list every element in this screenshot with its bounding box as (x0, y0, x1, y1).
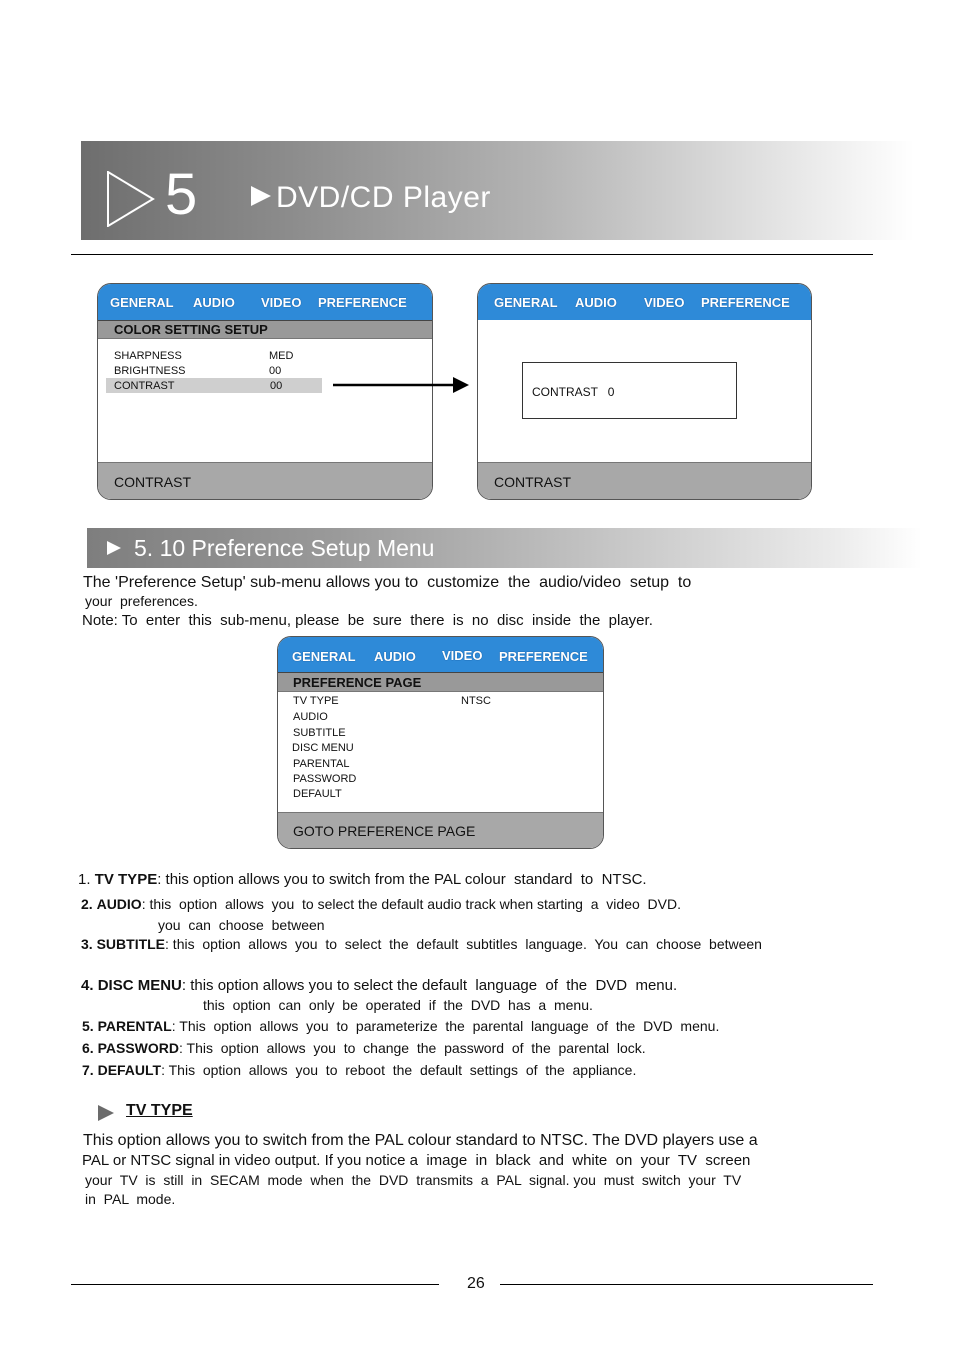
osd-preference-page (277, 636, 604, 849)
item-parental (82, 1018, 719, 1034)
intro-note: Note: To enter this sub-menu, please be sure there is no disc inside the player. (82, 612, 653, 629)
item-number: 3. (81, 936, 93, 952)
tab-general[interactable]: GENERAL (494, 295, 558, 310)
pref-row-parental[interactable]: PARENTAL (293, 758, 350, 770)
item-term: PARENTAL (97, 1018, 172, 1034)
item-term: AUDIO (96, 896, 142, 912)
item-number: 5. (82, 1018, 94, 1034)
pref-row-subtitle[interactable]: SUBTITLE (293, 727, 346, 739)
page-number: 26 (467, 1275, 485, 1292)
osd-contrast (477, 283, 812, 500)
osd-row-value: 00 (269, 365, 282, 377)
osd-row-value: 00 (270, 380, 283, 392)
item-text: : This option allows you to parameterize the parental language of the DVD menu. (171, 1018, 720, 1034)
item-audio (81, 896, 681, 912)
item-number: 1. (78, 871, 91, 888)
osd-footer-text: GOTO PREFERENCE PAGE (293, 823, 476, 839)
item-number: 6. (82, 1040, 94, 1056)
osd-footer (278, 812, 603, 848)
tab-audio[interactable]: AUDIO (193, 295, 235, 310)
tv-type-triangle-icon (97, 1104, 115, 1122)
section-title: 5. 10 Preference Setup Menu (134, 535, 435, 561)
osd-section-title: COLOR SETTING SETUP (114, 322, 268, 337)
item-text: : this option allows you to select the default language of the DVD menu. (181, 977, 678, 994)
osd-tab-bar (478, 284, 811, 320)
item-tv-type (78, 871, 647, 888)
contrast-value: CONTRAST 0 (532, 385, 615, 399)
osd-row-value: MED (269, 350, 294, 362)
item-subtitle (81, 936, 762, 952)
tab-audio[interactable]: AUDIO (374, 649, 416, 664)
tab-preference[interactable]: PREFERENCE (701, 295, 790, 310)
osd-section-bar (278, 672, 603, 692)
tv-type-paragraph-line: This option allows you to switch from the PAL colour standard to NTSC. The DVD players use a (83, 1132, 758, 1149)
section-banner (87, 528, 922, 568)
osd-section-bar (98, 320, 432, 339)
chapter-number: 5 (165, 162, 198, 227)
header-rule (71, 254, 873, 255)
tv-type-heading: TV TYPE (126, 1102, 193, 1119)
chapter-title: DVD/CD Player (276, 181, 491, 214)
item-term: TV TYPE (94, 871, 158, 888)
pref-row-default[interactable]: DEFAULT (293, 788, 342, 800)
item-text: : This option allows you to change the password of the parental lock. (179, 1040, 646, 1056)
pref-row-value: NTSC (461, 695, 491, 707)
osd-footer (98, 462, 432, 499)
item-term: DISC MENU (97, 977, 182, 994)
chapter-banner (81, 141, 914, 240)
item-text: : this option allows you to select the default audio track when starting a video DVD. (141, 896, 681, 912)
tab-video[interactable]: VIDEO (442, 648, 483, 663)
item-term: PASSWORD (97, 1040, 179, 1056)
section-triangle-icon (106, 540, 122, 556)
item-default (82, 1062, 636, 1078)
osd-tab-bar (98, 284, 432, 320)
item-number: 2. (81, 896, 93, 912)
osd-row-label[interactable]: CONTRAST (114, 380, 175, 392)
tv-type-paragraph-line: PAL or NTSC signal in video output. If you notice a image in black and white on your TV screen (82, 1152, 751, 1169)
tab-general[interactable]: GENERAL (110, 295, 174, 310)
footer-rule-right (500, 1284, 873, 1285)
footer-rule-left (71, 1284, 439, 1285)
osd-footer (478, 462, 811, 499)
chapter-outline-arrow-icon (107, 171, 155, 227)
osd-footer-text: CONTRAST (494, 474, 571, 490)
intro-line: The 'Preference Setup' sub-menu allows you to customize the audio/video setup to (83, 574, 692, 591)
osd-row-label[interactable]: SHARPNESS (114, 350, 182, 362)
item-term: DEFAULT (97, 1062, 162, 1078)
item-disc-menu (81, 977, 677, 994)
right-arrow-icon (333, 376, 471, 394)
item-term: SUBTITLE (96, 936, 166, 952)
item-password (82, 1040, 646, 1056)
pref-row-tv-type[interactable]: TV TYPE (293, 695, 339, 707)
contrast-adjust-box[interactable] (522, 362, 737, 419)
pref-row-audio[interactable]: AUDIO (293, 711, 328, 723)
item-continuation: you can choose between (158, 917, 325, 933)
item-text: : this option allows you to switch from the PAL colour standard to NTSC. (157, 871, 647, 888)
tab-video[interactable]: VIDEO (644, 295, 685, 310)
pref-row-password[interactable]: PASSWORD (293, 773, 357, 785)
osd-row-label[interactable]: BRIGHTNESS (114, 365, 186, 377)
tab-video[interactable]: VIDEO (261, 295, 302, 310)
tv-type-paragraph-line: your TV is still in SECAM mode when the DVD transmits a PAL signal. you must switch your TV (85, 1172, 742, 1188)
item-number: 7. (82, 1062, 94, 1078)
tab-preference[interactable]: PREFERENCE (499, 649, 588, 664)
tv-type-paragraph-line: in PAL mode. (85, 1191, 176, 1207)
item-continuation: this option can only be operated if the DVD has a menu. (203, 997, 593, 1013)
item-text: : This option allows you to reboot the default settings of the appliance. (161, 1062, 637, 1078)
tab-general[interactable]: GENERAL (292, 649, 356, 664)
intro-line: your preferences. (85, 593, 198, 609)
osd-section-title: PREFERENCE PAGE (293, 675, 422, 690)
item-number: 4. (81, 977, 94, 994)
item-text: : this option allows you to select the default subtitles language. You can choose between (165, 936, 762, 952)
tab-audio[interactable]: AUDIO (575, 295, 617, 310)
osd-tab-bar (278, 637, 603, 673)
pref-row-disc-menu[interactable]: DISC MENU (292, 742, 354, 754)
osd-footer-text: CONTRAST (114, 474, 191, 490)
chapter-title-triangle-icon (250, 185, 272, 207)
tab-preference[interactable]: PREFERENCE (318, 295, 407, 310)
